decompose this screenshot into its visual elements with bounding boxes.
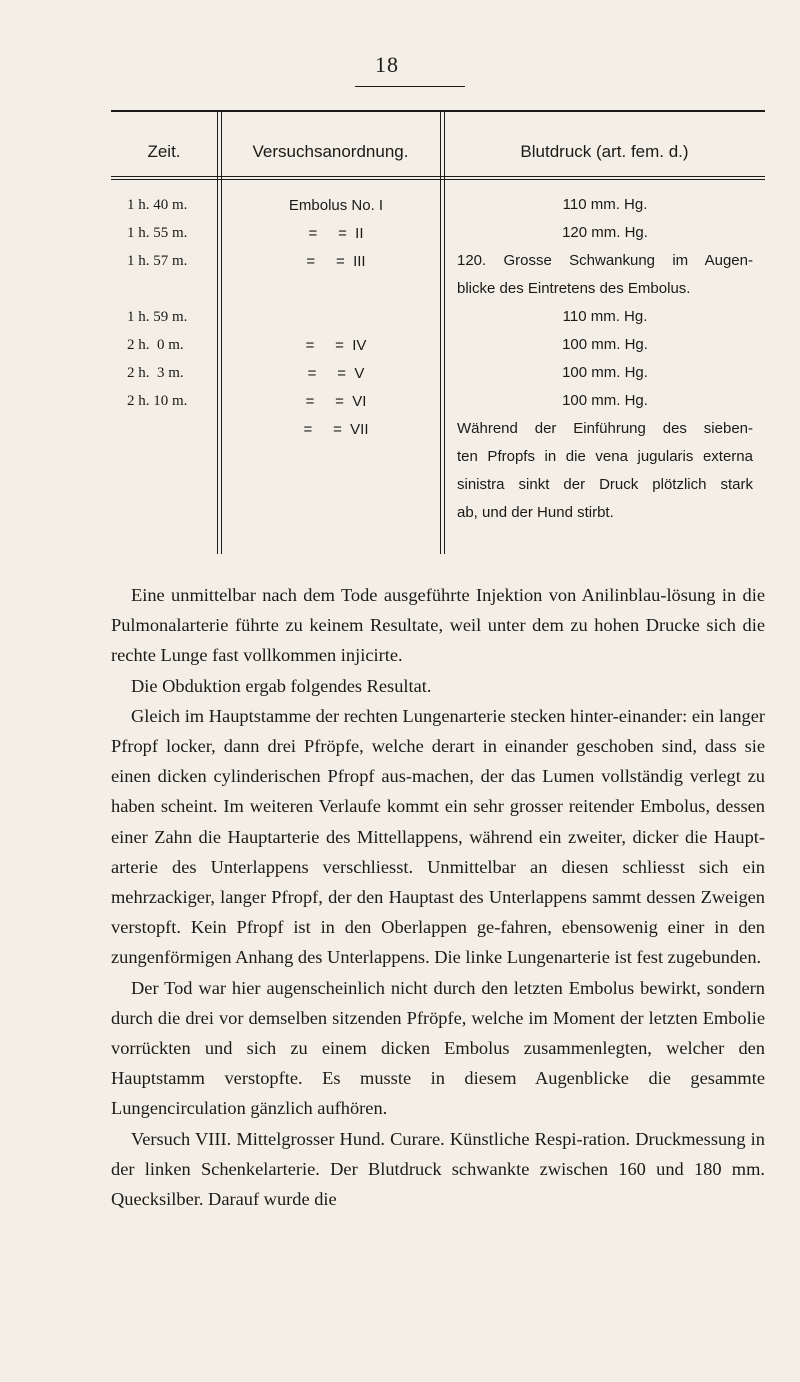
time-cell: 1 h. 40 m.: [127, 197, 188, 213]
arrangement-cell: = = III: [306, 253, 366, 270]
pressure-cell: 100 mm. Hg.: [562, 364, 648, 381]
header-arrangement: Versuchsanordnung.: [252, 142, 409, 161]
pressure-note: ab, und der Hund stirbt.: [457, 504, 614, 521]
header-time: Zeit.: [147, 142, 181, 161]
arrangement-cell: = = VI: [305, 393, 367, 410]
pressure-note: ten Pfropfs in die vena jugularis externa: [457, 448, 753, 465]
pressure-note: 120. Grosse Schwankung im Augen-: [457, 252, 753, 269]
table-header-rule: [111, 176, 765, 177]
experiment-table: [111, 110, 765, 556]
pressure-cell: 110 mm. Hg.: [562, 308, 648, 325]
paragraph: Eine unmittelbar nach dem Tode ausgeführte Injektion von Anilinblau-lösung in die Pulmonalarterie führte zu keinem Resultate, weil unter dem zu hohen Drucke sich die rechte Lunge fast vollkommen injicirte.: [111, 585, 765, 666]
pressure-cell: 110 mm. Hg.: [562, 196, 648, 213]
column-divider: [440, 110, 441, 554]
paragraph: Der Tod war hier augenscheinlich nicht durch den letzten Embolus bewirkt, sondern durch die drei vor demselben sitzenden Pfröpfe, welche im Moment der letzten Embolie vorrückten und sich zu einem dicken Embolus zusammenlegten, welcher den Hauptstamm verstopfte. Es musste in diesem Augenblicke die gesammte Lungencirculation gänzlich aufhören.: [111, 977, 765, 1119]
paragraph: Versuch VIII. Mittelgrosser Hund. Curare. Künstliche Respi-ration. Druckmessung in der linken Schenkelarterie. Der Blutdruck schwankte zwischen 160 und 180 mm. Quecksilber. Darauf wurde die: [111, 1128, 765, 1210]
pressure-cell: 100 mm. Hg.: [562, 336, 648, 353]
time-cell: 2 h. 0 m.: [127, 337, 184, 353]
pressure-cell: 100 mm. Hg.: [562, 392, 648, 409]
page-number-rule: [355, 86, 465, 87]
time-cell: 1 h. 55 m.: [127, 225, 188, 241]
arrangement-cell: Embolus No. I: [288, 197, 384, 214]
time-cell: 1 h. 57 m.: [127, 253, 188, 269]
pressure-note: sinistra sinkt der Druck plötzlich stark: [457, 476, 753, 493]
time-cell: 1 h. 59 m.: [127, 309, 188, 325]
arrangement-cell: = = IV: [305, 337, 367, 354]
arrangement-cell: = = II: [308, 225, 364, 242]
pressure-cell: 120 mm. Hg.: [562, 224, 648, 241]
pressure-column: [457, 191, 753, 527]
column-divider: [217, 110, 218, 554]
body-text: [111, 580, 765, 1214]
column-divider: [444, 110, 445, 554]
paragraph: Die Obduktion ergab folgendes Resultat.: [131, 675, 432, 696]
time-cell: 2 h. 10 m.: [127, 393, 188, 409]
time-cell: 2 h. 3 m.: [127, 365, 184, 381]
column-divider: [221, 110, 222, 554]
header-pressure: Blutdruck (art. fem. d.): [520, 142, 689, 161]
arrangement-cell: = = V: [307, 365, 365, 382]
arrangement-cell: = = VII: [303, 421, 369, 438]
table-top-rule: [111, 110, 765, 112]
page-number: 18: [375, 52, 399, 77]
pressure-note: blicke des Eintretens des Embolus.: [457, 280, 691, 297]
paragraph: Gleich im Hauptstamme der rechten Lungenarterie stecken hinter-einander: ein langer Pfropf locker, dann drei Pfröpfe, welche derart in einander geschoben sind, dass sie einen dicken cylinderischen Pfropf aus-machen, der das Lumen vollständig verlegt zu haben scheint. Im weiteren Verlaufe kommt ein sehr grosser reitender Embolus, dessen einer Zahn die Hauptarterie des Mittellappens, während ein zweiter, dicker die Haupt-arterie des Unterlappens verschliesst. Unmittelbar an diesen schliesst sich ein mehrzackiger, langer Pfropf, der den Hauptast des Unterlappens sammt dessen Zweigen verstopft. Kein Pfropf ist in den Oberlappen ge-fahren, ebensowenig einer in den zungenförmigen Anhang des Unterlappens. Die linke Lungenarterie ist fest zugebunden.: [111, 705, 765, 968]
pressure-note: Während der Einführung des sieben-: [457, 420, 753, 437]
table-header-rule-double: [111, 179, 765, 180]
